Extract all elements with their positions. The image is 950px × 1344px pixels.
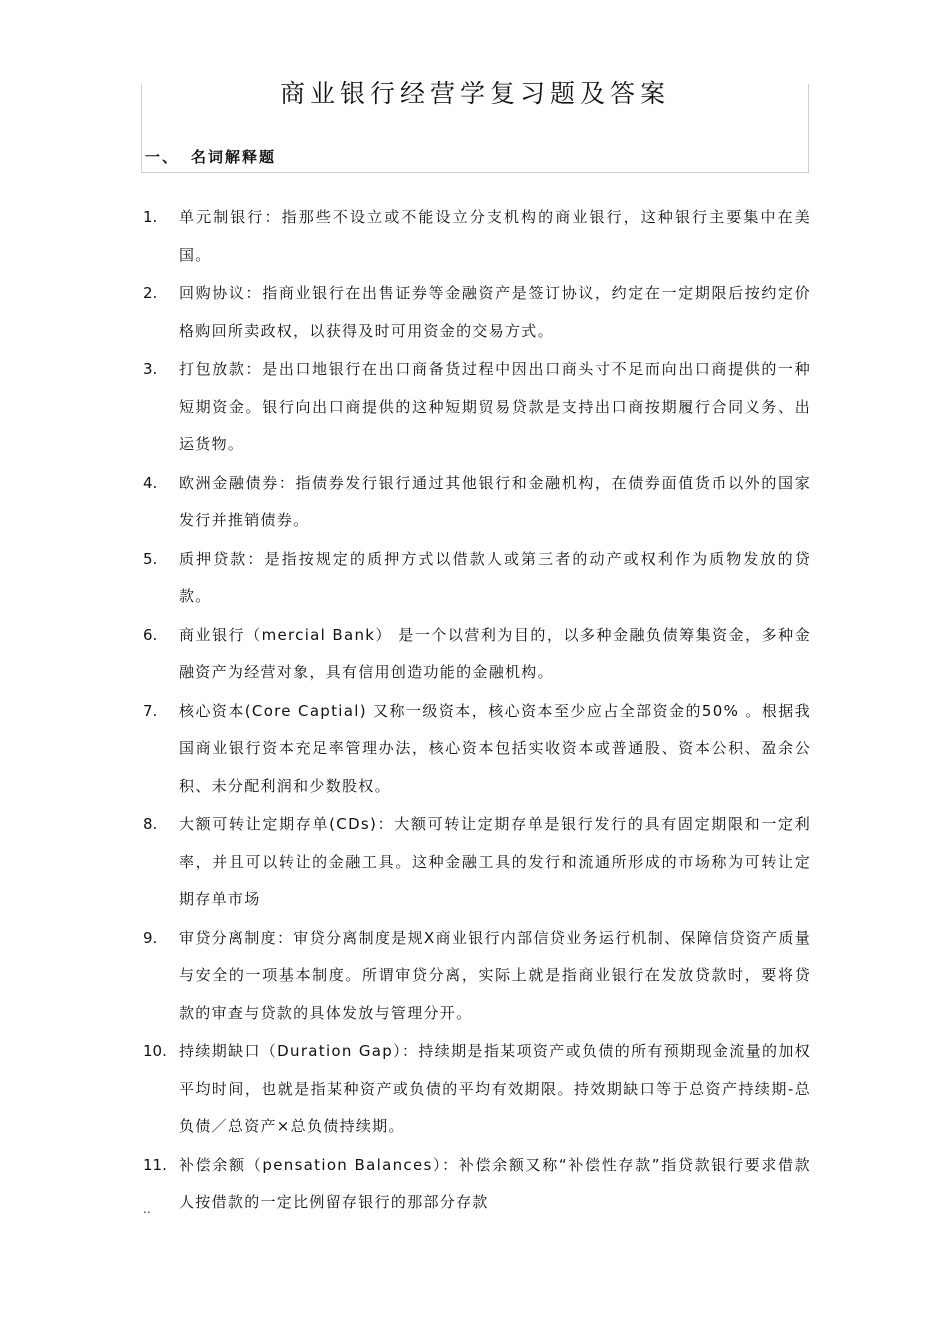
item-text: 持续期缺口（Duration Gap）：持续期是指某项资产或负债的所有预期现金流量的加权平均时间，也就是指某种资产或负债的平均有效期限。持效期缺口等于总资产持续期-总负债／总资产×总负债持续期。	[179, 1042, 811, 1135]
item-text: 核心资本(Core Captial) 又称一级资本，核心资本至少应占全部资金的50% 。根据我国商业银行资本充足率管理办法，核心资本包括实收资本或普通股、资本公积、盈余公积、未分配利润和少数股权。	[179, 701, 811, 795]
item-number: 2.	[143, 284, 158, 302]
list-item	[141, 465, 811, 540]
item-number: 10.	[143, 1042, 167, 1060]
item-number: 7.	[143, 701, 158, 720]
item-text: 审贷分离制度：审贷分离制度是规X商业银行内部信贷业务运行机制、保障信贷资产质量与安全的一项基本制度。所谓审贷分离，实际上就是指商业银行在发放贷款时，要将贷款的审查与贷款的具体发放与管理分开。	[179, 928, 811, 1022]
list-item	[141, 617, 811, 692]
item-number: 6.	[143, 625, 158, 644]
definition-list	[141, 199, 811, 1223]
item-number: 8.	[143, 815, 158, 833]
item-number: 9.	[143, 928, 158, 947]
item-text: 打包放款：是出口地银行在出口商备货过程中因出口商头寸不足而向出口商提供的一种短期资金。银行向出口商提供的这种短期贸易贷款是支持出口商按期履行合同义务、出运货物。	[179, 360, 811, 453]
list-item	[141, 806, 811, 919]
item-number: 1.	[143, 208, 158, 226]
item-number: 3.	[143, 360, 158, 378]
item-number: 5.	[143, 549, 158, 568]
list-item	[141, 1033, 811, 1146]
item-text: 回购协议：指商业银行在出售证券等金融资产是签订协议，约定在一定期限后按约定价格购回所卖政权，以获得及时可用资金的交易方式。	[179, 284, 811, 340]
list-item	[141, 920, 811, 1033]
item-text: 质押贷款：是指按规定的质押方式以借款人或第三者的动产或权利作为质物发放的贷款。	[179, 549, 811, 605]
list-item	[141, 199, 811, 274]
list-item	[141, 275, 811, 350]
item-number: 4.	[143, 473, 158, 492]
section-title: 名词解释题	[191, 148, 277, 166]
page-title: 商业银行经营学复习题及答案	[279, 79, 670, 108]
section-heading	[145, 146, 276, 167]
item-text: 补偿余额（pensation Balances）：补偿余额又称“补偿性存款”指贷款银行要求借款人按借款的一定比例留存银行的那部分存款	[179, 1155, 811, 1211]
item-text: 单元制银行：指那些不设立或不能设立分支机构的商业银行，这种银行主要集中在美国。	[179, 208, 811, 264]
footer-mark: ..	[143, 1202, 151, 1216]
list-item	[141, 1147, 811, 1222]
item-text: 欧洲金融债券：指债券发行银行通过其他银行和金融机构，在债券面值货币以外的国家发行并推销债券。	[179, 473, 811, 529]
item-number: 11.	[143, 1155, 167, 1174]
item-text: 商业银行（mercial Bank） 是一个以营利为目的，以多种金融负债筹集资金，多种金融资产为经营对象，具有信用创造功能的金融机构。	[179, 625, 811, 681]
list-item	[141, 693, 811, 806]
list-item	[141, 351, 811, 464]
section-number: 一、	[145, 148, 180, 166]
item-text: 大额可转让定期存单(CDs)：大额可转让定期存单是银行发行的具有固定期限和一定利率，并且可以转让的金融工具。这种金融工具的发行和流通所形成的市场称为可转让定期存单市场	[179, 815, 811, 908]
list-item	[141, 541, 811, 616]
